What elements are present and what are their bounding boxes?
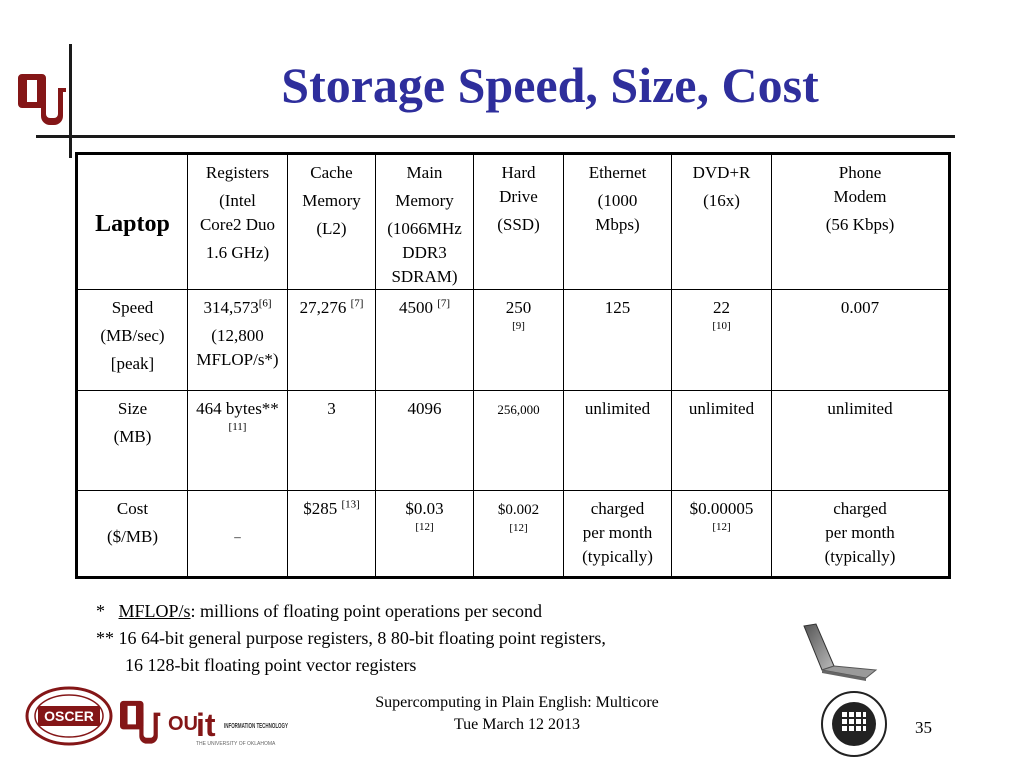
footnote-mark: * [96,601,105,621]
footnote-registers: ** 16 64-bit general purpose registers, 8 80-bit floating point registers, [96,628,606,648]
cost-ethernet-cell [564,491,672,578]
row-label-line: (MB) [113,427,152,446]
header-line: (1066MHz [387,219,462,238]
speed-registers-sub: MFLOP/s*) [196,350,279,369]
footer-course-title: Supercomputing in Plain English: Multicore [375,694,659,711]
footnote-text: : millions of floating point operations per second [190,601,542,621]
cost-cache-cell [288,491,376,578]
cost-dvd-value: $0.00005 [689,499,754,518]
page-number: 35 [915,718,932,737]
cost-modem-cell [772,491,950,578]
cost-modem-line: charged [833,499,887,518]
column-header-cache [288,154,376,290]
ou-footer-logo-icon [120,694,162,748]
size-cache-value: 3 [327,399,336,418]
cost-registers-cell [188,491,288,578]
header-line: Memory [302,191,361,210]
header-line: Modem [833,187,887,206]
header-line: Mbps) [595,215,640,234]
laptop-label: Laptop [95,211,170,237]
row-label-speed [77,290,188,391]
cost-cache-value: $285 [303,499,338,518]
slide-title: Storage Speed, Size, Cost [281,57,819,113]
size-ethernet-value: unlimited [584,399,651,418]
cost-hdd-value: $0.002 [497,502,540,518]
row-label-line: Cost [116,499,149,518]
cost-dvd-cell [672,491,772,578]
column-header-phone-modem [772,154,950,290]
size-main-value: 4096 [407,399,442,418]
column-header-hard-drive [474,154,564,290]
reference: [10] [712,320,731,332]
row-label-line: Size [117,399,148,418]
storage-table [75,152,951,579]
cost-registers-value: – [234,529,241,544]
reference: [11] [228,421,247,433]
speed-registers-value: 314,573 [203,298,259,317]
size-main-cell [376,391,474,491]
table-row-cost [77,491,950,578]
header-line: Core2 Duo [199,215,276,234]
header-line: (56 Kbps) [825,215,895,234]
speed-cache-cell [288,290,376,391]
size-cache-cell [288,391,376,491]
row-label-line: (MB/sec) [100,326,165,345]
supercomputing-logo-icon [820,690,888,758]
column-header-ethernet [564,154,672,290]
table-header-row [77,154,950,290]
size-modem-value: unlimited [827,399,893,418]
svg-text:it: it [196,707,216,743]
header-line: (L2) [316,219,347,238]
cost-ethernet-line: charged [590,499,645,518]
speed-main-value: 4500 [398,298,433,317]
cost-modem-line: (typically) [824,547,896,566]
it-name: INFORMATION TECHNOLOGY [224,723,289,730]
reference: [13] [341,498,360,511]
svg-text:OU: OU [168,713,198,735]
cost-ethernet-line: (typically) [582,547,653,566]
size-ethernet-cell [564,391,672,491]
speed-registers-sub: (12,800 [211,326,264,345]
header-line: (16x) [703,191,740,210]
header-line: (1000 [597,191,638,210]
header-line: Hard [501,163,536,182]
speed-dvd-value: 22 [713,298,730,317]
speed-modem-cell [772,290,950,391]
header-line: Main [406,163,443,182]
column-header-registers [188,154,288,290]
size-hdd-cell [474,391,564,491]
reference: [7] [350,297,364,310]
header-horizontal-rule [36,135,955,138]
header-line: Registers [205,163,270,182]
reference: [12] [712,521,731,533]
it-sub: THE UNIVERSITY OF OKLAHOMA [196,741,276,747]
size-registers-value: 464 bytes** [196,399,279,418]
header-line: 1.6 GHz) [205,243,270,262]
row-label-cost [77,491,188,578]
row-label-line: ($/MB) [107,527,158,546]
header-line: DVD+R [692,163,751,182]
header-line: Drive [499,187,538,206]
speed-cache-value: 27,276 [299,298,347,317]
oscer-logo-icon [24,686,114,746]
footer-date: Tue March 12 2013 [453,716,581,733]
cost-hdd-cell [474,491,564,578]
cost-main-cell [376,491,474,578]
footnote-mflops [96,598,606,625]
laptop-image-icon [800,622,880,684]
reference: [7] [437,297,451,310]
speed-main-cell [376,290,474,391]
footnotes [96,598,606,679]
column-header-dvd [672,154,772,290]
cost-modem-line: per month [825,523,895,542]
ou-logo-icon [18,68,68,128]
slide-footer [312,692,722,736]
header-line: Memory [395,191,454,210]
header-line: DDR3 [402,243,447,262]
header-line: Phone [838,163,882,182]
size-dvd-cell [672,391,772,491]
corner-cell [77,154,188,290]
speed-modem-value: 0.007 [840,298,880,317]
speed-ethernet-value: 125 [604,298,631,317]
size-hdd-value: 256,000 [497,402,540,417]
footnote-registers-cont: 16 128-bit floating point vector registers [125,655,417,675]
reference: [12] [509,522,528,534]
reference: [12] [415,521,434,533]
header-line: SDRAM) [391,267,458,286]
cost-ethernet-line: per month [582,523,653,542]
size-dvd-value: unlimited [688,399,755,418]
size-registers-cell [188,391,288,491]
row-label-line: [peak] [110,354,155,373]
reference: [9] [512,320,525,332]
size-modem-cell [772,391,950,491]
table-row-speed [77,290,950,391]
speed-hdd-cell [474,290,564,391]
speed-ethernet-cell [564,290,672,391]
speed-dvd-cell [672,290,772,391]
reference: [6] [258,297,272,310]
table-row-size [77,391,950,491]
header-line: Cache [310,163,353,182]
speed-registers-cell [188,290,288,391]
header-line: Ethernet [588,163,647,182]
header-vertical-rule [69,44,72,158]
header-line: (Intel [219,191,256,210]
speed-hdd-value: 250 [505,298,532,317]
row-label-line: Speed [111,298,154,317]
oscer-text: OSCER [44,708,94,724]
column-header-main-memory [376,154,474,290]
ou-it-logo-icon [166,700,290,748]
header-line: (SSD) [497,215,540,234]
row-label-size [77,391,188,491]
cost-main-value: $0.03 [405,499,444,518]
footnote-term: MFLOP/s [118,601,191,621]
